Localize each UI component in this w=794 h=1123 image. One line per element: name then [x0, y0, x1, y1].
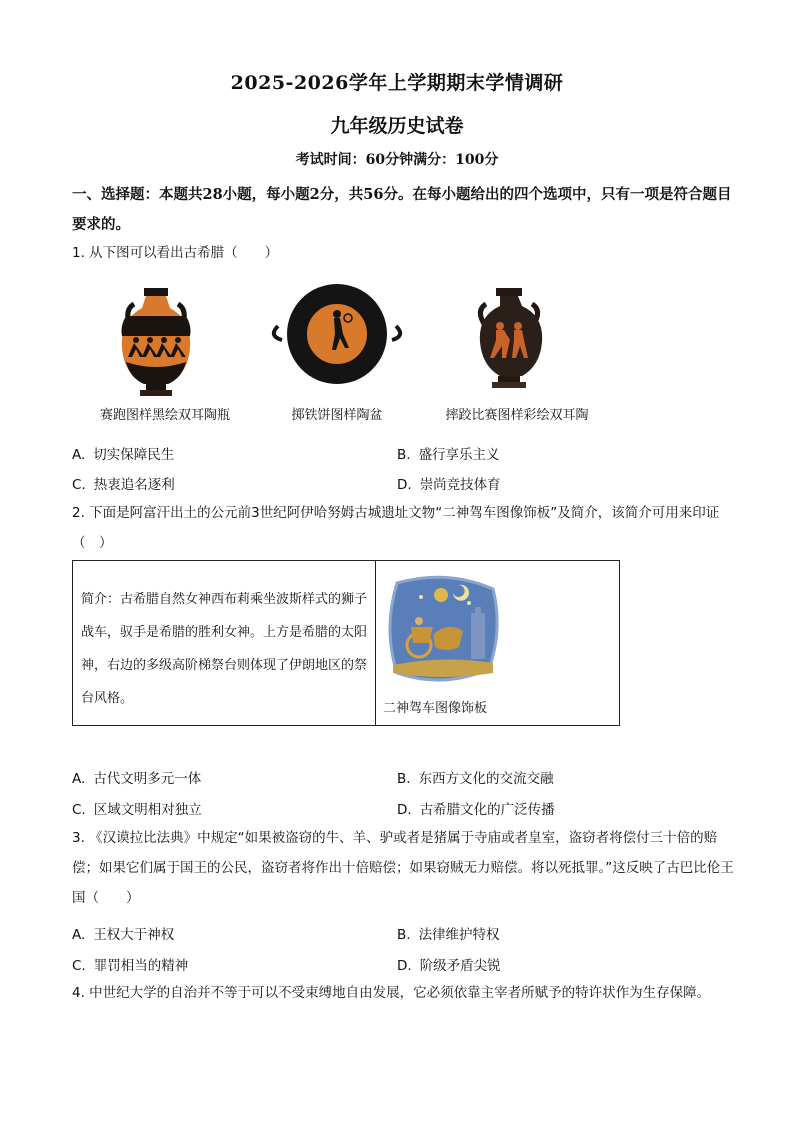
option-d[interactable]: D. 崇尚竞技体育	[397, 477, 501, 493]
red-figure-amphora-icon	[472, 286, 546, 394]
option-c[interactable]: C. 热衷追名逐利	[72, 477, 175, 493]
option-c[interactable]: C. 区域文明相对独立	[72, 802, 202, 818]
kylix-discus-thrower-icon	[268, 284, 406, 392]
option-b[interactable]: B. 法律维护特权	[397, 927, 500, 943]
image-caption: 赛跑图样黑绘双耳陶瓶	[99, 408, 230, 423]
question-2-material-table	[72, 560, 620, 726]
option-a[interactable]: A. 王权大于神权	[72, 927, 175, 943]
material-intro-text: 简介：古希腊自然女神西布莉乘坐波斯样式的狮子战车，驭手是希腊的胜利女神。上方是希腊的太阳神，右边的多级高阶梯祭台则体现了伊朗地区的祭台风格。	[81, 592, 368, 706]
option-b[interactable]: B. 盛行享乐主义	[397, 447, 500, 463]
table-divider	[375, 561, 376, 725]
option-c[interactable]: C. 罪罚相当的精神	[72, 958, 189, 974]
chariot-plaque-icon	[383, 573, 503, 689]
exam-subtitle: 九年级历史试卷	[330, 115, 464, 137]
image-caption: 二神驾车图像饰板	[383, 701, 488, 716]
option-d[interactable]: D. 阶级矛盾尖锐	[397, 958, 501, 974]
question-4-stem: 4. 中世纪大学的自治并不等于可以不受束缚地自由发展，它必须依靠主宰者所赋予的特许状作为生存保障。	[72, 985, 711, 1001]
option-d[interactable]: D. 古希腊文化的广泛传播	[397, 802, 555, 818]
exam-time-score: 考试时间：60分钟满分：100分	[295, 152, 499, 168]
option-a[interactable]: A. 切实保障民生	[72, 447, 175, 463]
black-figure-amphora-icon	[116, 282, 196, 402]
exam-title: 2025-2026学年上学期期末学情调研	[230, 72, 564, 94]
question-2-stem: 2. 下面是阿富汗出土的公元前3世纪阿伊哈努姆古城遗址文物“二神驾车图像饰板”及简介，该简介可用来印证（ ）	[72, 505, 720, 551]
question-1-stem: 1. 从下图可以看出古希腊（ ）	[72, 245, 279, 261]
option-b[interactable]: B. 东西方文化的交流交融	[397, 771, 554, 787]
image-caption: 摔跤比赛图样彩绘双耳陶	[445, 408, 589, 423]
image-caption: 掷铁饼图样陶盆	[291, 408, 383, 423]
question-3-stem: 3. 《汉谟拉比法典》中规定“如果被盗窃的牛、羊、驴或者是猪属于寺庙或者皇室，盗窃者将偿付三十倍的赔偿；如果它们属于国王的公民，盗窃者将作出十倍赔偿；如果窃贼无力赔偿。将以死抵罪。”这反映了古巴比伦王国（ ）	[72, 830, 734, 906]
option-a[interactable]: A. 古代文明多元一体	[72, 771, 202, 787]
section-heading: 一、选择题：本题共28小题，每小题2分，共56分。在每小题给出的四个选项中，只有一项是符合题目要求的。	[72, 186, 732, 233]
